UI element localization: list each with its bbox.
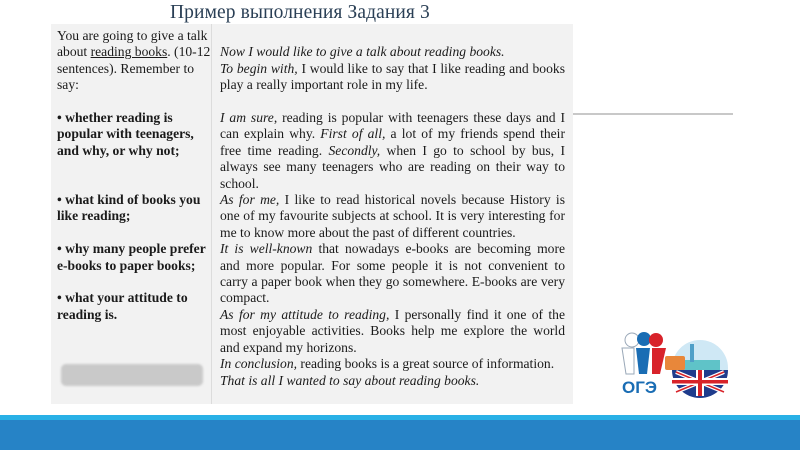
task-column [51, 24, 212, 404]
answer-paragraph: As for my attitude to reading, I personally find it one of the most enjoyable activities. Books help me explore the world and expand my horizons. [220, 306, 565, 355]
answer-paragraph: In conclusion, reading books is a great source of information. [220, 356, 555, 372]
task-point: • what kind of books you like reading; [57, 192, 201, 224]
footer-bar [0, 420, 800, 450]
oge-english-logo-icon [620, 330, 730, 405]
task-point: • whether reading is popular with teenagers, and why, or why not; [57, 110, 194, 158]
answer-opening: Now I would like to give a talk about reading books. [220, 44, 505, 60]
decorative-divider [573, 113, 733, 115]
blurred-redaction [61, 364, 203, 386]
task-topic: reading books [90, 44, 168, 60]
task-intro: You are going to give a talk about reading books. (10-12 sentences). Remember to say: [57, 28, 211, 93]
slide-title: Пример выполнения Задания 3 [170, 2, 430, 23]
answer-paragraph: It is well-known that nowadays e-books are becoming more and more popular. For some people it is not convenient to carry a paper book when they go somewhere. E-books are very compact. [220, 241, 565, 306]
answer-column [212, 24, 573, 404]
answer-closing: That is all I wanted to say about reading books. [220, 372, 480, 388]
answer-paragraph: As for me, I like to read historical novels because History is one of my favourite subjects at school. It is very interesting for me to know more about the past of different countries. [220, 192, 565, 240]
answer-paragraph: To begin with, I would like to say that I like reading and books play a really important role in my life. [220, 60, 565, 93]
task-point: • what your attitude to reading is. [57, 290, 188, 322]
task-table [51, 24, 573, 404]
task-point: • why many people prefer e-books to paper books; [57, 241, 206, 273]
answer-paragraph: I am sure, reading is popular with teenagers these days and I can explain why. First of all, a lot of my friends spend their free time reading. Secondly, when I go to school by bus, I always see many teenagers who are reading on their way to school. [220, 110, 565, 191]
oge-label: ОГЭ [622, 378, 657, 397]
